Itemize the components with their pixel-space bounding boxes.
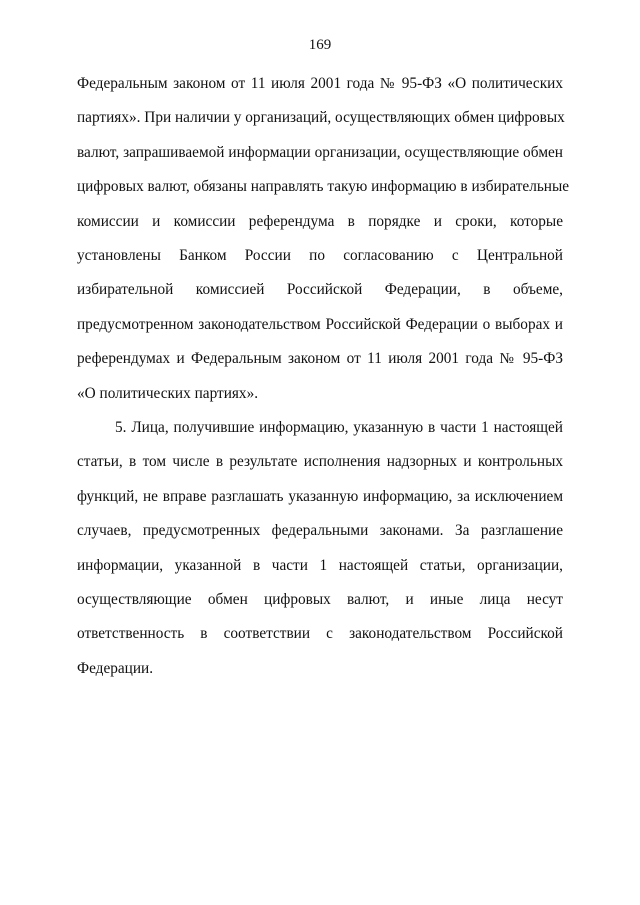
- text-line: Федеральным законом от 11 июля 2001 года № 95-ФЗ «О политических: [77, 75, 563, 92]
- text-line: ответственность в соответствии с законодательством Российской: [77, 625, 563, 643]
- text-line: партиях». При наличии у организаций, осуществляющих обмен цифровых: [77, 109, 565, 127]
- text-line: предусмотренном законодательством Российской Федерации о выборах и: [77, 315, 563, 333]
- text-line: осуществляющие обмен цифровых валют, и иные лица несут: [77, 590, 563, 608]
- text-line: функций, не вправе разглашать указанную информацию, за исключением: [77, 487, 563, 505]
- text-line: Федерации.: [77, 659, 154, 677]
- paragraph-item-5: [77, 418, 563, 693]
- text-line: избирательной комиссией Российской Федерации, в объеме,: [77, 281, 563, 299]
- text-line: статьи, в том числе в результате исполнения надзорных и контрольных: [77, 453, 563, 471]
- text-line: «О политических партиях».: [77, 384, 259, 402]
- paragraph-continuation: [77, 74, 570, 418]
- text-line: цифровых валют, обязаны направлять такую информацию в избирательные: [77, 178, 570, 196]
- text-line: 5. Лица, получившие информацию, указанную в части 1 настоящей: [115, 419, 563, 436]
- text-line: валют, запрашиваемой информации организации, осуществляющие обмен: [77, 143, 563, 161]
- text-line: референдумах и Федеральным законом от 11 июля 2001 года № 95-ФЗ: [77, 350, 563, 368]
- page-number: 169: [308, 37, 332, 53]
- text-line: информации, указанной в части 1 настоящей статьи, организации,: [77, 556, 563, 574]
- text-line: случаев, предусмотренных федеральными законами. За разглашение: [77, 522, 563, 540]
- text-line: установлены Банком России по согласованию с Центральной: [77, 246, 563, 264]
- text-line: комиссии и комиссии референдума в порядке и сроки, которые: [77, 212, 563, 230]
